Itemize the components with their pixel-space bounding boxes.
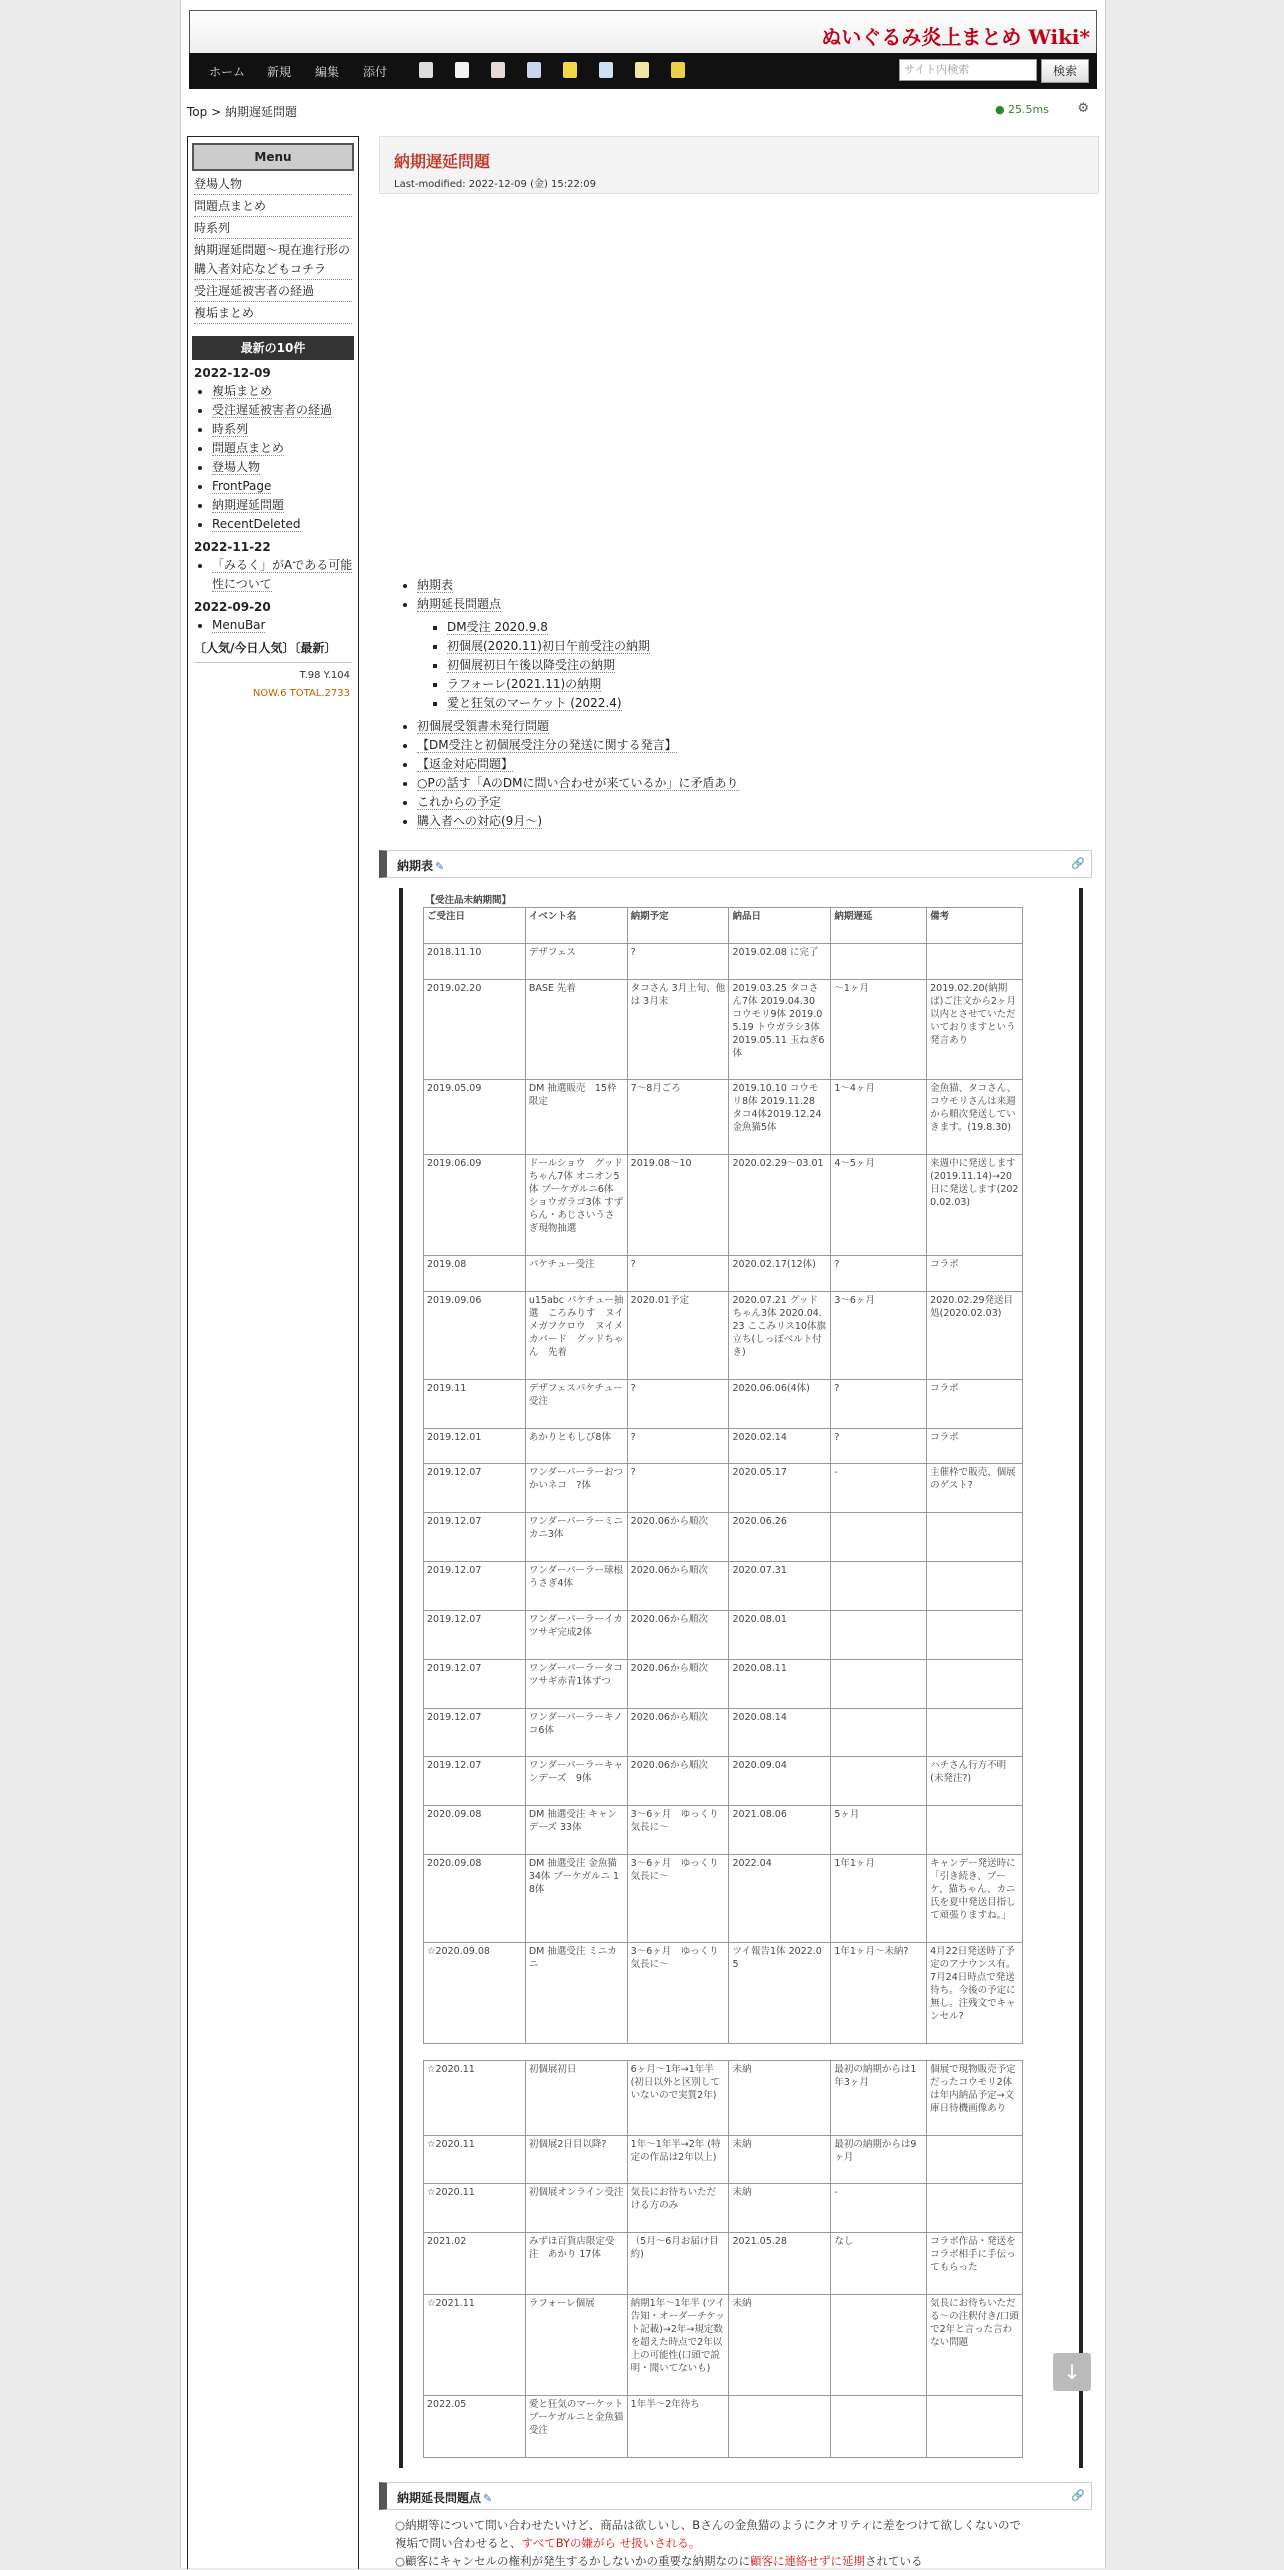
table-cell [927, 1659, 1023, 1708]
recent-link[interactable]: 複垢まとめ [212, 384, 273, 398]
table-cell: 2019.08～10 [627, 1155, 729, 1256]
table-cell: 2020.06から順次 [627, 1659, 729, 1708]
section-title [397, 2489, 492, 2506]
table-cell: 2020.05.17 [729, 1464, 831, 1513]
toc-item [417, 736, 739, 755]
last-modified: Last-modified: 2022-12-09 (金) 15:22:09 [394, 179, 596, 190]
breadcrumb-top[interactable]: Top [187, 105, 208, 119]
table-cell: キャンデー発送時に「引き続き、ブーケ、猫ちゃん、カニ氏を夏中発送目指して頑張りますね。」 [927, 1855, 1023, 1943]
toc-link[interactable]: ラフォーレ(2021.11)の納期 [447, 677, 602, 691]
table-cell: 2021.05.28 [729, 2233, 831, 2295]
anchor-link-icon[interactable]: 🔗 [1071, 857, 1085, 870]
table-cell: ワンダーパーラーキャンデーズ 9体 [525, 1757, 627, 1806]
search-icon[interactable] [563, 62, 577, 78]
table-cell [927, 2135, 1023, 2184]
table-cell: 未納 [729, 2295, 831, 2396]
recent-link[interactable]: MenuBar [212, 618, 266, 632]
table-cell: 気長にお待ちいただける方のみ [627, 2184, 729, 2233]
table-cell: ? [627, 1464, 729, 1513]
encho-text [395, 2516, 1085, 2570]
table-cell: 2019.12.01 [424, 1428, 526, 1464]
table-cell: 2018.11.10 [424, 943, 526, 979]
toc-link[interactable]: DM受注 2020.9.8 [447, 620, 548, 634]
table-cell: 2019.10.10 コウモリ8体 2019.11.28 タコ4体2019.12.24金魚猫5体 [729, 1080, 831, 1155]
table-cell: BASE 先着 [525, 979, 627, 1080]
table-cell: 未納 [729, 2184, 831, 2233]
table-cell [927, 943, 1023, 979]
toc-link[interactable]: 納期表 [417, 578, 454, 592]
toc-item [447, 675, 739, 694]
section-title [397, 857, 444, 874]
table-cell: 1年1ヶ月～未納? [831, 1942, 927, 2043]
toc-item [417, 812, 739, 831]
table-cell: DM 抽選受注 キャンデーズ 33体 [525, 1806, 627, 1855]
diff-icon[interactable] [419, 62, 433, 78]
breadcrumb-current: 納期遅延問題 [224, 105, 297, 119]
table-cell: 2019.11 [424, 1379, 526, 1428]
table-row [424, 1708, 1023, 1757]
table-cell: 2022.05 [424, 2395, 526, 2457]
table-cell: 2019.05.09 [424, 1080, 526, 1155]
table-cell: 5ヶ月 [831, 1806, 927, 1855]
table-cell: ? [627, 1379, 729, 1428]
site-header [189, 10, 1097, 53]
section-title-text: 納期延長問題点 [397, 2491, 482, 2505]
recent-link[interactable]: 問題点まとめ [212, 441, 285, 455]
table-row [424, 1806, 1023, 1855]
table-row [424, 2395, 1023, 2457]
toc-link[interactable]: 初個展(2020.11)初日午前受注の納期 [447, 639, 650, 653]
table-cell [927, 2395, 1023, 2457]
table-cell: 気長にお待ちいただる～の注釈付き/口頭で2年と言った言わない問題 [927, 2295, 1023, 2396]
table-cell: ワンダーパーラーミニカニ3体 [525, 1513, 627, 1562]
nouki-table [423, 894, 1023, 2458]
table-cell: 来週中に発送します(2019.11.14)→20日に発送します(2020.02.03) [927, 1155, 1023, 1256]
nav-edit[interactable]: 編集 [315, 65, 340, 79]
toc-item [417, 576, 739, 595]
table-cell: デザフェス [525, 943, 627, 979]
table-cell [927, 1562, 1023, 1611]
section-title-text: 納期表 [397, 859, 434, 873]
table-cell: 最初の納期からは1年3ヶ月 [831, 2060, 927, 2135]
table-row [424, 2295, 1023, 2396]
table-cell: u15abc パケチュー抽選 ころみりす ヌイメガフクロウ ヌイメカバード グッドちゃん 先着 [525, 1291, 627, 1379]
table-cell: 主催枠で販売、個展のゲスト? [927, 1464, 1023, 1513]
table-row [424, 1080, 1023, 1155]
table-caption: 【受注品未納期間】 [425, 895, 512, 906]
search-button[interactable]: 検索 [1041, 59, 1089, 83]
list-item [212, 420, 358, 439]
nav-bar [189, 53, 1097, 89]
table-cell: 4月22日発送時了予定のアナウンス有。7月24日時点で発送待ち。今後の予定に無し。注残文でキャンセル? [927, 1942, 1023, 2043]
table-cell: 2020.02.17(12体) [729, 1256, 831, 1292]
table-cell [927, 1513, 1023, 1562]
table-cell: ☆2020.11 [424, 2060, 526, 2135]
nav-attach[interactable]: 添付 [363, 65, 388, 79]
list-icon[interactable] [527, 62, 541, 78]
table-cell: 2020.02.29～03.01 [729, 1155, 831, 1256]
table-cell: （5月～6月お届け目約) [627, 2233, 729, 2295]
toc-item [417, 774, 739, 793]
recent-link[interactable]: 時系列 [212, 422, 249, 436]
breadcrumb-separator: > [207, 105, 225, 119]
table-cell: 2019.02.20(納期ば)ご注文から2ヶ月以内とさせていただいておりますという発言あり [927, 979, 1023, 1080]
toc-link[interactable]: 愛と狂気のマーケット (2022.4) [447, 696, 622, 710]
table-cell: 最初の納期からは9ヶ月 [831, 2135, 927, 2184]
table-cell: ☆2020.11 [424, 2135, 526, 2184]
table-cell [831, 2295, 927, 2396]
recent-link[interactable]: 納期遅延問題 [212, 498, 285, 512]
page-icon[interactable] [455, 62, 469, 78]
list-item [212, 556, 358, 594]
list-item [212, 382, 358, 401]
help-icon[interactable] [635, 62, 649, 78]
table-cell: タコさん 3月上旬、他は 3月末 [627, 979, 729, 1080]
table-cell: 2019.12.07 [424, 1513, 526, 1562]
spacer-row [424, 2043, 1023, 2060]
table-cell: 初個展2日目以降? [525, 2135, 627, 2184]
counter-today: T.98 Y.104 [299, 670, 350, 681]
table-cell: ☆2021.11 [424, 2295, 526, 2396]
table-row [424, 2135, 1023, 2184]
list-item [212, 439, 358, 458]
column-header: 納品日 [729, 908, 831, 944]
table-row [424, 1428, 1023, 1464]
table-row [424, 979, 1023, 1080]
nav-home[interactable]: ホーム [209, 65, 246, 79]
toc-link[interactable]: 初個展受領書未発行問題 [417, 719, 550, 733]
recent-date: 2022-09-20 [194, 600, 271, 614]
table-cell: 未納 [729, 2135, 831, 2184]
sidebar [187, 136, 359, 2569]
recent-date: 2022-11-22 [194, 540, 271, 554]
toc-link[interactable]: これからの予定 [417, 795, 502, 809]
render-timer [995, 103, 1049, 116]
table-cell: ラフォーレ個展 [525, 2295, 627, 2396]
recent-list [212, 382, 358, 534]
table-row [424, 1464, 1023, 1513]
table-cell: 2020.06から順次 [627, 1610, 729, 1659]
toc-item [447, 656, 739, 675]
table-cell: 初個展オンライン受注 [525, 2184, 627, 2233]
table-cell: 2020.06から順次 [627, 1513, 729, 1562]
list-item [212, 616, 358, 635]
toc-item [447, 637, 739, 656]
table-cell: 2019.12.07 [424, 1757, 526, 1806]
table-cell: 2019.12.07 [424, 1708, 526, 1757]
table-cell: 2019.08 [424, 1256, 526, 1292]
table-cell: 2019.02.20 [424, 979, 526, 1080]
nav-new[interactable]: 新規 [267, 65, 292, 79]
scroll-to-bottom-button[interactable] [1053, 2353, 1091, 2391]
site-title[interactable]: ぬいぐるみ炎上まとめ Wiki* [821, 25, 1090, 49]
list-item [212, 496, 358, 515]
table-cell: ドールショウ グッドちゃん7体 オニオン5体 ブーケガルニ6体 ショウガラゴ3体 すずらん・あじさいうさぎ現物抽選 [525, 1155, 627, 1256]
table-row [424, 1291, 1023, 1379]
recent-link[interactable]: RecentDeleted [212, 517, 301, 531]
table-cell: コラボ [927, 1428, 1023, 1464]
highlight-text: 顧客に連絡せずに延期 [750, 2554, 866, 2568]
table-cell: 2020.06から順次 [627, 1708, 729, 1757]
table-cell [831, 1513, 927, 1562]
table-cell: 個展で現物販売予定だったコウモリ2体は年内納品予定→文庫日待機画像あり [927, 2060, 1023, 2135]
toc-link[interactable]: 納期延長問題点 [417, 597, 502, 611]
list-item [212, 401, 358, 420]
table-cell: なし [831, 2233, 927, 2295]
table-cell: DM 抽選販売 15枠限定 [525, 1080, 627, 1155]
table-cell [927, 1708, 1023, 1757]
timer-value: 25.5ms [1008, 103, 1049, 116]
backup-icon[interactable] [491, 62, 505, 78]
table-cell [831, 1659, 927, 1708]
table-cell: 2019.02.08 に完了 [729, 943, 831, 979]
table-row [424, 1942, 1023, 2043]
table-cell: 1年～1年半→2年 (特定の作品は2年以上) [627, 2135, 729, 2184]
table-row [424, 943, 1023, 979]
toc-link[interactable]: 【DM受注と初個展受注分の発送に関する発言】 [417, 738, 677, 752]
search-input[interactable]: サイト内検索 [899, 59, 1037, 81]
table-cell: 2020.08.11 [729, 1659, 831, 1708]
table-cell: 3～6ヶ月 ゆっくり気長に～ [627, 1806, 729, 1855]
rss-icon[interactable] [671, 62, 685, 78]
table-cell: ワンダーパーラーイカツサギ完成2体 [525, 1610, 627, 1659]
table-cell: ? [627, 1428, 729, 1464]
section-heading-nouki [379, 850, 1092, 878]
table-cell: ハチさん行方不明(未発注?) [927, 1757, 1023, 1806]
table-row [424, 1562, 1023, 1611]
table-cell: 1年1ヶ月 [831, 1855, 927, 1943]
table-cell: ワンダーパーラーキノコ6体 [525, 1708, 627, 1757]
table-cell: - [831, 2184, 927, 2233]
table-row [424, 2233, 1023, 2295]
recent-link[interactable]: 「みるく」がAである可能性について [212, 558, 353, 591]
toc-item [417, 717, 739, 736]
table-cell: 4～5ヶ月 [831, 1155, 927, 1256]
table-cell: 2020.06.26 [729, 1513, 831, 1562]
sidebar-link[interactable]: 問題点まとめ [194, 197, 352, 217]
table-row [424, 2060, 1023, 2135]
paragraph: ○納期等について問い合わせたいけど、商品は欲しいし、Bさんの金魚猫のようにクオリティに差をつけて欲しくないので [395, 2518, 1022, 2532]
toc-link[interactable]: 【返金対応問題】 [417, 757, 514, 771]
toc-link[interactable]: ○Pの話す「AのDMに問い合わせが来ているか」に矛盾あり [417, 776, 739, 790]
list-item [212, 477, 358, 496]
table-cell: ワンダーパーラーおつかいネコ ?体 [525, 1464, 627, 1513]
column-header: 納期予定 [627, 908, 729, 944]
table-row [424, 1855, 1023, 1943]
table-cell: 2019.12.07 [424, 1659, 526, 1708]
table-cell: ワンダーパーラー球根うさぎ4体 [525, 1562, 627, 1611]
title-box [379, 136, 1099, 194]
table-row [424, 1256, 1023, 1292]
table-cell: 3～6ヶ月 [831, 1291, 927, 1379]
table-cell [927, 2184, 1023, 2233]
menu-title: Menu [192, 143, 354, 171]
text: されている [865, 2554, 923, 2568]
table-cell: 2019.12.07 [424, 1562, 526, 1611]
table-cell: 1年半～2年待ち [627, 2395, 729, 2457]
table-cell [927, 1806, 1023, 1855]
recent-link[interactable]: 登場人物 [212, 460, 261, 474]
table-cell: みずほ百貨店限定受注 あかり 17体 [525, 2233, 627, 2295]
table-cell: 7～8月ごろ [627, 1080, 729, 1155]
list-item [212, 515, 358, 534]
table-cell: ? [831, 1256, 927, 1292]
table-cell: デザフェスパケチュー受注 [525, 1379, 627, 1428]
sidebar-link[interactable]: 複垢まとめ [194, 304, 352, 324]
caption-row [424, 894, 1023, 908]
table-cell [831, 1757, 927, 1806]
table-cell: 2020.02.14 [729, 1428, 831, 1464]
table-cell: ? [831, 1428, 927, 1464]
table-cell: 金魚猫、タコさん、コウモリさんは来週から順次発送していきます。(19.8.30) [927, 1080, 1023, 1155]
table-cell: 2019.09.06 [424, 1291, 526, 1379]
table-of-contents [417, 576, 739, 831]
table-cell: 未納 [729, 2060, 831, 2135]
recent-title: 最新の10件 [192, 336, 354, 360]
table-cell [831, 1562, 927, 1611]
sidebar-link[interactable]: 受注遅延被害者の経過 [194, 282, 352, 302]
table-gap [424, 2043, 1023, 2060]
table-cell: 2022.04 [729, 1855, 831, 1943]
recent-list [212, 556, 358, 594]
text: 複垢で問い合わせると、 [395, 2536, 522, 2550]
toc-sublist [447, 618, 739, 713]
toc-item [447, 618, 739, 637]
table-cell: 2020.09.08 [424, 1806, 526, 1855]
table-cell: コラボ作品・発送をコラボ相手に手伝ってもらった [927, 2233, 1023, 2295]
table-cell: 2021.08.06 [729, 1806, 831, 1855]
column-header: イベント名 [525, 908, 627, 944]
sidebar-link[interactable]: 登場人物 [194, 175, 352, 195]
paragraph [395, 2552, 1085, 2570]
table-cell: 2020.06.06(4体) [729, 1379, 831, 1428]
table-cell: 2019.03.25 タコさん7体 2019.04.30 コウモリ9体 2019.05.19 トウガラシ3体 2019.05.11 玉ねぎ6体 [729, 979, 831, 1080]
edit-pencil-icon[interactable]: ✎ [483, 2492, 493, 2505]
table-cell: 1～4ヶ月 [831, 1080, 927, 1155]
table-cell [927, 1610, 1023, 1659]
table-cell: パケチュー受注 [525, 1256, 627, 1292]
table-cell: ワンダーパーラータコツサギ赤青1体ずつ [525, 1659, 627, 1708]
recent-list [212, 616, 358, 635]
toc-item [417, 595, 739, 713]
column-header: ご受注日 [424, 908, 526, 944]
table-cell: 3～6ヶ月 ゆっくり気長に～ [627, 1855, 729, 1943]
highlight-text: すべてBYの嫌がら せ扱いされる。 [521, 2536, 701, 2550]
table-cell: 2020.02.29発送目処(2020.02.03) [927, 1291, 1023, 1379]
toc-link[interactable]: 購入者への対応(9月～) [417, 814, 542, 828]
table-cell [831, 1610, 927, 1659]
table-cell [831, 2395, 927, 2457]
table-cell: 2020.07.31 [729, 1562, 831, 1611]
toc-item [447, 694, 739, 713]
table-cell: 初個展初日 [525, 2060, 627, 2135]
toc-link[interactable]: 初個展初日午後以降受注の納期 [447, 658, 616, 672]
popular-links[interactable]: 〔人気/今日人気〕〔最新〕 [194, 641, 337, 655]
toc-item [417, 793, 739, 812]
table-cell: 2020.08.14 [729, 1708, 831, 1757]
table-row [424, 1513, 1023, 1562]
table-cell: 3～6ヶ月 ゆっくり気長に～ [627, 1942, 729, 2043]
recent-link[interactable]: 受注遅延被害者の経過 [212, 403, 333, 417]
table-cell: DM 抽選受注 ミニカニ [525, 1942, 627, 2043]
page-container [180, 0, 1106, 2568]
table-cell: 愛と狂気のマーケット ブーケガルニと金魚猫受注 [525, 2395, 627, 2457]
table-cell: 2020.06から順次 [627, 1757, 729, 1806]
table-cell: ? [627, 1256, 729, 1292]
table-row [424, 1155, 1023, 1256]
table-cell [729, 2395, 831, 2457]
header-row [424, 908, 1023, 944]
divider [194, 662, 352, 663]
table-cell: 2020.09.08 [424, 1855, 526, 1943]
edit-pencil-icon[interactable]: ✎ [435, 860, 445, 873]
arrow-down-icon: ↓ [1063, 2360, 1081, 2384]
table-cell: ツイ報告1体 2022.05 [729, 1942, 831, 2043]
table-cell: 2019.12.07 [424, 1464, 526, 1513]
column-header: 備考 [927, 908, 1023, 944]
table-cell [831, 943, 927, 979]
section-heading-encho [379, 2482, 1092, 2510]
table-cell: 納期1年～1年半 (ツイ告知・オーダーチケット記載)→2年→規定数を超えた時点で2年以上の可能性(口頭で説明・聞いてないも) [627, 2295, 729, 2396]
table-row [424, 1379, 1023, 1428]
table-cell: ～1ヶ月 [831, 979, 927, 1080]
recent-date: 2022-12-09 [194, 366, 271, 380]
table-cell: 2020.01予定 [627, 1291, 729, 1379]
table-cell: 2021.02 [424, 2233, 526, 2295]
table-cell: コラボ [927, 1379, 1023, 1428]
gear-icon[interactable]: ⚙ [1077, 101, 1089, 116]
breadcrumb [187, 103, 297, 120]
table-cell: - [831, 1464, 927, 1513]
table-cell: 2019.06.09 [424, 1155, 526, 1256]
table-cell: ? [831, 1379, 927, 1428]
sidebar-link[interactable]: 納期遅延問題～現在進行形の購入者対応などもコチラ [194, 241, 352, 280]
table-row [424, 1610, 1023, 1659]
list-item [212, 458, 358, 477]
table-cell: DM 抽選受注 金魚猫 34体 ブーケガルニ 18体 [525, 1855, 627, 1943]
table-row [424, 2184, 1023, 2233]
column-header: 納期遅延 [831, 908, 927, 944]
page-title: 納期遅延問題 [394, 152, 491, 171]
counter-total: NOW.6 TOTAL.2733 [252, 688, 350, 699]
table-cell: 2020.09.04 [729, 1757, 831, 1806]
table-row [424, 1659, 1023, 1708]
sidebar-link[interactable]: 時系列 [194, 219, 352, 239]
recent-icon[interactable] [599, 62, 613, 78]
table-cell: 6ヶ月～1年→1年半 (初日以外と区別していないので実質2年) [627, 2060, 729, 2135]
text: ○顧客にキャンセルの権利が発生するかしないかの重要な納期なのに [395, 2554, 751, 2568]
table-cell: あかりともしび8体 [525, 1428, 627, 1464]
table-cell: ☆2020.09.08 [424, 1942, 526, 2043]
anchor-link-icon[interactable]: 🔗 [1071, 2489, 1085, 2502]
nouki-table-image [399, 888, 1083, 2468]
table-cell: 2020.07.21 グッドちゃん3体 2020.04.23 ここみリス10体旗立ち(しっぽベルト付き) [729, 1291, 831, 1379]
table-row [424, 1757, 1023, 1806]
recent-link[interactable]: FrontPage [212, 479, 272, 493]
paragraph [395, 2534, 1085, 2552]
table-cell: 2020.06から順次 [627, 1562, 729, 1611]
table-cell: ? [627, 943, 729, 979]
table-cell: ☆2020.11 [424, 2184, 526, 2233]
check-icon: ● [994, 103, 1005, 116]
table-cell: 2019.12.07 [424, 1610, 526, 1659]
table-cell [831, 1708, 927, 1757]
table-cell: コラボ [927, 1256, 1023, 1292]
toc-item [417, 755, 739, 774]
table-cell: 2020.08.01 [729, 1610, 831, 1659]
